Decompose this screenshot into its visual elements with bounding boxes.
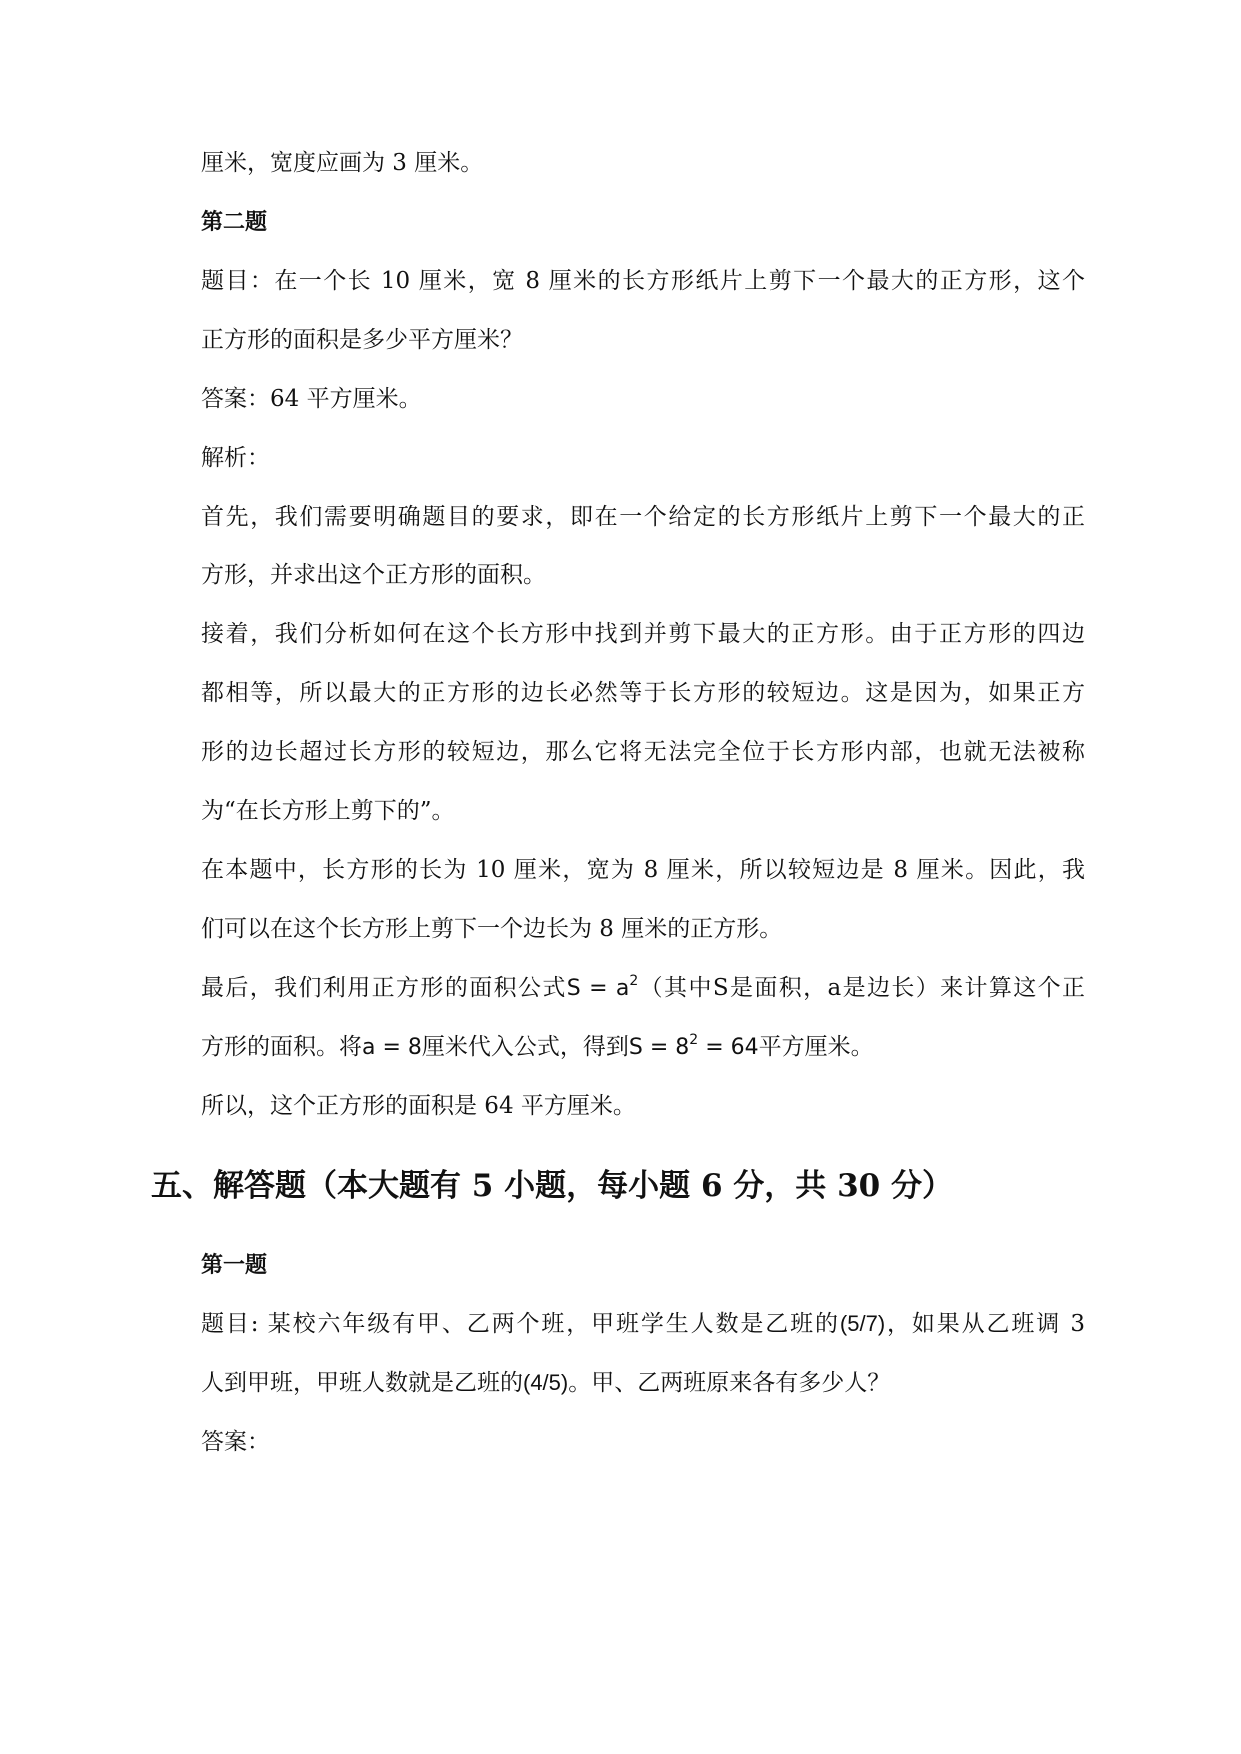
result-formula-exponent: 2	[689, 1032, 699, 1048]
result-unit-text: 平方厘米。	[758, 1034, 874, 1060]
analysis-paragraph-4-line-2	[201, 1032, 874, 1063]
previous-answer-tail: 厘米，宽度应画为 3 厘米。	[201, 150, 484, 176]
question-2-title: 第二题	[201, 209, 268, 235]
analysis-paragraph-2-line-3: 形的边长超过长方形的较短边，那么它将无法完全位于长方形内部，也就无法被称	[201, 739, 1085, 765]
formula-explanation-text: （其中S是面积，a是边长）来计算这个正	[638, 975, 1086, 1001]
question-2-text-line-1: 题目：在一个长 10 厘米，宽 8 厘米的长方形纸片上剪下一个最大的正方形，这个	[201, 268, 1085, 294]
analysis-conclusion: 所以，这个正方形的面积是 64 平方厘米。	[201, 1093, 636, 1119]
section-5-question-1-title: 第一题	[201, 1252, 268, 1278]
question-2-answer: 答案：64 平方厘米。	[201, 386, 422, 412]
section-5-question-1-text-line-1	[201, 1309, 1085, 1339]
question-text-part: ，如果从乙班调 3	[885, 1311, 1086, 1337]
question-2-analysis-label: 解析：	[201, 445, 270, 471]
section-5-question-1-answer-label: 答案：	[201, 1429, 270, 1455]
fraction-five-sevenths: (5/7)	[839, 1311, 886, 1336]
analysis-paragraph-2-line-2: 都相等，所以最大的正方形的边长必然等于长方形的较短边。这是因为，如果正方	[201, 680, 1085, 706]
analysis-paragraph-2-line-1: 接着，我们分析如何在这个长方形中找到并剪下最大的正方形。由于正方形的四边	[201, 621, 1085, 647]
area-formula	[566, 973, 639, 1001]
substitution-mid-text: 厘米代入公式，得到	[421, 1034, 629, 1060]
result-formula-base: S = 8	[628, 1035, 690, 1060]
fraction-four-fifths: (4/5)	[523, 1370, 569, 1395]
substitution-intro-text: 方形的面积。将	[201, 1034, 362, 1060]
section-5-heading: 五、解答题（本大题有 5 小题，每小题 6 分，共 30 分）	[151, 1168, 954, 1204]
analysis-paragraph-3-line-2: 们可以在这个长方形上剪下一个边长为 8 厘米的正方形。	[201, 916, 783, 942]
analysis-paragraph-3-line-1: 在本题中，长方形的长为 10 厘米，宽为 8 厘米，所以较短边是 8 厘米。因此，我	[201, 857, 1085, 883]
result-formula	[628, 1032, 759, 1060]
analysis-paragraph-4-line-1	[201, 973, 1085, 1004]
analysis-paragraph-1-line-1: 首先，我们需要明确题目的要求，即在一个给定的长方形纸片上剪下一个最大的正	[201, 504, 1085, 530]
question-text-part: 。甲、乙两班原来各有多少人？	[568, 1370, 891, 1396]
result-formula-value: = 64	[698, 1035, 759, 1060]
question-2-text-line-2: 正方形的面积是多少平方厘米？	[201, 327, 523, 353]
question-text-part: 人到甲班，甲班人数就是乙班的	[201, 1370, 523, 1396]
substitution-formula: a = 8	[362, 1035, 422, 1060]
section-5-question-1-text-line-2	[201, 1368, 890, 1398]
analysis-paragraph-1-line-2: 方形，并求出这个正方形的面积。	[201, 562, 546, 588]
formula-intro-text: 最后，我们利用正方形的面积公式	[201, 975, 567, 1001]
area-formula-base: S = a	[566, 976, 630, 1001]
question-text-part: 题目: 某校六年级有甲、乙两个班，甲班学生人数是乙班的	[201, 1311, 840, 1337]
area-formula-exponent: 2	[629, 973, 639, 989]
analysis-paragraph-2-line-4: 为“在长方形上剪下的”。	[201, 798, 455, 824]
